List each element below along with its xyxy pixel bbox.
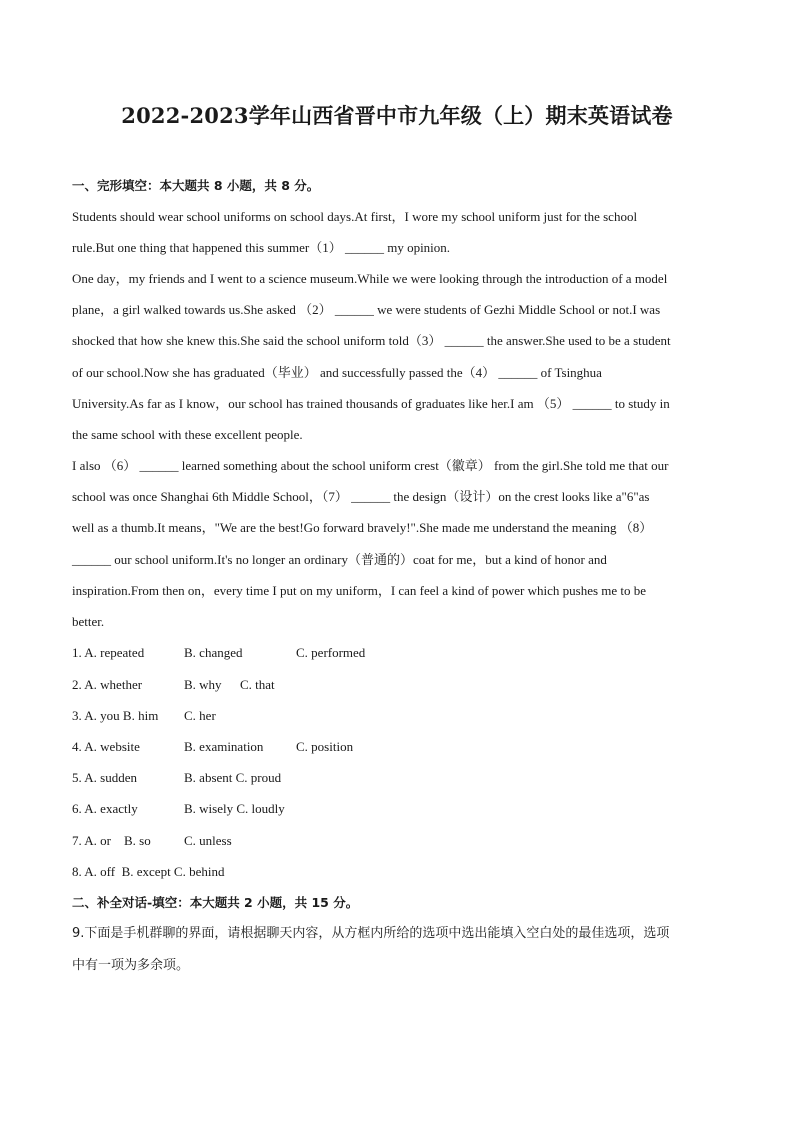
option-a: 5. A. sudden <box>72 770 137 785</box>
option-b: B. why <box>184 677 222 692</box>
option-b: B. absent C. proud <box>184 770 282 785</box>
passage-line: school was once Shanghai 6th Middle School，（7） ______ the design（设计）on the crest looks like a"6"as <box>72 489 650 504</box>
option-b: C. unless <box>184 833 232 848</box>
option-a: 6. A. exactly <box>72 801 138 816</box>
passage-line: well as a thumb.It means，"We are the best!Go forward bravely!".She made me understand the meaning （8） <box>72 520 653 535</box>
option-c: C. performed <box>296 645 366 660</box>
passage-line: shocked that how she knew this.She said the school uniform told（3） ______ the answer.She used to be a student <box>72 333 671 348</box>
passage-line: inspiration.From then on，every time I put on my uniform，I can feel a kind of power which pushes me to be <box>72 583 647 598</box>
passage-line: of our school.Now she has graduated（毕业） and successfully passed the（4） ______ of Tsinghua <box>72 365 602 380</box>
option-b: B. wisely C. loudly <box>184 801 285 816</box>
passage-line: I also （6） ______ learned something about the school uniform crest（徽章） from the girl.She told me that our <box>72 458 669 473</box>
section-heading-cloze: 一、完形填空：本大题共 8 小题，共 8 分。 <box>72 178 320 193</box>
option-a: 4. A. website <box>72 739 140 754</box>
passage-line: University.As far as I know，our school has trained thousands of graduates like her.I am （5） ______ to study in <box>72 396 670 411</box>
option-b: B. changed <box>184 645 243 660</box>
option-b: C. her <box>184 708 216 723</box>
passage-line: rule.But one thing that happened this summer（1） ______ my opinion. <box>72 240 451 255</box>
instruction-line: 中有一项为多余项。 <box>72 958 190 973</box>
passage-line: Students should wear school uniforms on school days.At first，I wore my school uniform just for the school <box>72 209 638 224</box>
option-c: C. that <box>240 677 275 692</box>
option-a: 7. A. or B. so <box>72 833 151 848</box>
passage-line: ______ our school uniform.It's no longer an ordinary（普通的）coat for me，but a kind of honor and <box>72 552 607 567</box>
option-b: B. examination <box>184 739 264 754</box>
instruction-line: 9.下面是手机群聊的界面，请根据聊天内容，从方框内所给的选项中选出能填入空白处的最佳选项，选项 <box>72 926 670 941</box>
option-a: 3. A. you B. him <box>72 708 159 723</box>
option-a: 1. A. repeated <box>72 645 145 660</box>
passage-line: One day，my friends and I went to a science museum.While we were looking through the introduction of a model <box>72 271 668 286</box>
passage-line: plane，a girl walked towards us.She asked （2） ______ we were students of Gezhi Middle School or not.I was <box>72 302 661 317</box>
option-c: C. position <box>296 739 354 754</box>
passage-line: better. <box>72 614 105 629</box>
passage-line: the same school with these excellent people. <box>72 427 303 442</box>
option-a: 2. A. whether <box>72 677 143 692</box>
option-a: 8. A. off B. except C. behind <box>72 864 225 879</box>
section-heading-dialogue: 二、补全对话-填空：本大题共 2 小题，共 15 分。 <box>72 895 359 910</box>
exam-title: 2022-2023学年山西省晋中市九年级（上）期末英语试卷 <box>121 103 673 128</box>
